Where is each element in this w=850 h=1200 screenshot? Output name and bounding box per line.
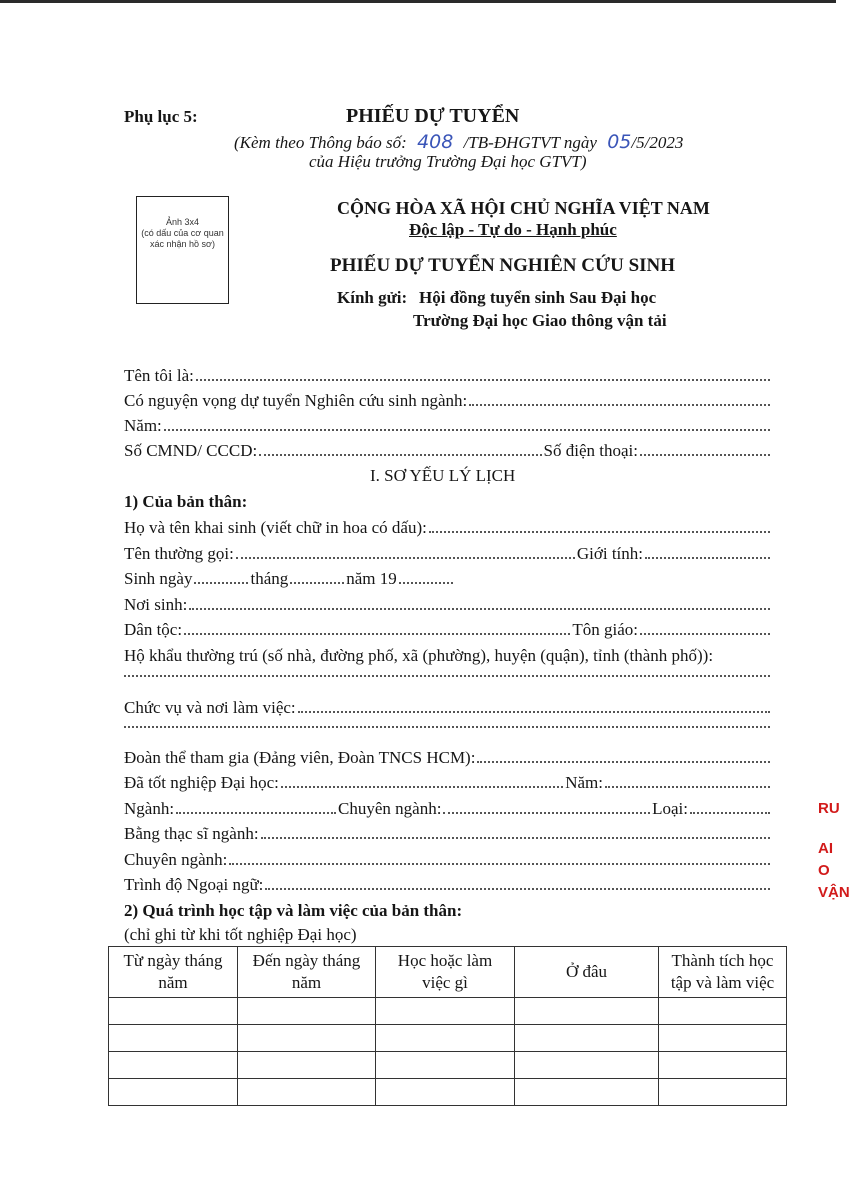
fill-line[interactable] bbox=[640, 628, 770, 635]
history-note: (chỉ ghi từ khi tốt nghiệp Đại học) bbox=[124, 925, 357, 944]
field-masters-label: Bằng thạc sĩ ngành: bbox=[124, 824, 259, 843]
field-birthplace bbox=[124, 593, 772, 617]
table-cell[interactable] bbox=[659, 1025, 787, 1052]
page-title: PHIẾU DỰ TUYỂN bbox=[346, 105, 520, 127]
fill-line[interactable] bbox=[259, 449, 541, 456]
table-row bbox=[109, 1025, 787, 1052]
fill-line[interactable] bbox=[229, 858, 770, 865]
history-table-header bbox=[109, 947, 787, 998]
notice-day-handwritten: 05 bbox=[607, 131, 632, 153]
fill-line[interactable] bbox=[290, 577, 344, 584]
field-birth-name-label: Họ và tên khai sinh (viết chữ in hoa có dấu): bbox=[124, 518, 427, 537]
recipient-line-2: Trường Đại học Giao thông vận tải bbox=[413, 311, 667, 330]
fill-line[interactable] bbox=[184, 628, 570, 635]
photo-note-1: (có dấu của cơ quan bbox=[141, 228, 224, 238]
notice-reference bbox=[234, 131, 683, 153]
field-masters-spec bbox=[124, 848, 772, 872]
stamp-text: RU bbox=[818, 800, 840, 817]
table-cell[interactable] bbox=[238, 1052, 376, 1079]
field-id-label: Số CMND/ CCCD: bbox=[124, 441, 258, 460]
table-cell[interactable] bbox=[109, 1079, 238, 1106]
form-title: PHIẾU DỰ TUYỂN NGHIÊN CỨU SINH bbox=[330, 255, 676, 276]
table-cell[interactable] bbox=[659, 998, 787, 1025]
field-birth-day-label: Sinh ngày bbox=[124, 569, 193, 588]
field-birth-name bbox=[124, 516, 772, 540]
field-position-label: Chức vụ và nơi làm việc: bbox=[124, 698, 296, 717]
table-cell[interactable] bbox=[376, 1025, 515, 1052]
notice-suffix: /5/2023 bbox=[631, 133, 684, 152]
photo-label: Ảnh 3x4 bbox=[165, 217, 200, 227]
field-language-label: Trình độ Ngoại ngữ: bbox=[124, 875, 264, 894]
fill-line[interactable] bbox=[477, 756, 770, 763]
fill-line[interactable] bbox=[196, 374, 770, 381]
field-gender-label: Giới tính: bbox=[576, 544, 643, 563]
section-heading-biography: I. SƠ YẾU LÝ LỊCH bbox=[370, 466, 516, 485]
column-header-line: năm bbox=[291, 973, 322, 992]
table-cell[interactable] bbox=[515, 1052, 659, 1079]
field-residence bbox=[124, 644, 772, 668]
column-header-line: tập và làm việc bbox=[670, 973, 775, 992]
table-row bbox=[109, 1052, 787, 1079]
table-cell[interactable] bbox=[109, 1025, 238, 1052]
fill-line[interactable] bbox=[189, 603, 770, 610]
photo-placeholder bbox=[136, 196, 229, 304]
photo-note-2: xác nhận hồ sơ) bbox=[150, 239, 215, 249]
field-union bbox=[124, 746, 772, 770]
fill-line[interactable] bbox=[605, 781, 770, 788]
fill-line[interactable] bbox=[429, 526, 770, 533]
column-header-activity bbox=[376, 947, 515, 998]
field-residence-continued bbox=[124, 670, 772, 694]
table-cell[interactable] bbox=[515, 1079, 659, 1106]
field-major-label: Ngành: bbox=[124, 799, 175, 818]
table-cell[interactable] bbox=[376, 1079, 515, 1106]
field-masters-spec-label: Chuyên ngành: bbox=[124, 850, 228, 869]
fill-line[interactable] bbox=[443, 807, 650, 814]
fill-line[interactable] bbox=[281, 781, 563, 788]
column-header-line: Học hoặc làm bbox=[397, 951, 493, 970]
table-cell[interactable] bbox=[515, 998, 659, 1025]
field-phone-label: Số điện thoại: bbox=[543, 441, 638, 460]
stamp-text: VẬN bbox=[818, 884, 850, 901]
fill-line[interactable] bbox=[261, 832, 770, 839]
field-birth-month-label: tháng bbox=[250, 569, 289, 588]
fill-line[interactable] bbox=[176, 807, 336, 814]
field-common-name-gender bbox=[124, 542, 772, 566]
fill-line[interactable] bbox=[640, 449, 770, 456]
fill-line[interactable] bbox=[236, 552, 575, 559]
table-cell[interactable] bbox=[659, 1052, 787, 1079]
column-header-to bbox=[238, 947, 376, 998]
stamp-text: AI bbox=[818, 840, 833, 857]
field-year-label: Năm: bbox=[124, 416, 162, 435]
fill-line[interactable] bbox=[645, 552, 770, 559]
table-cell[interactable] bbox=[238, 1079, 376, 1106]
field-name-label: Tên tôi là: bbox=[124, 366, 194, 385]
column-header-achievement bbox=[659, 947, 787, 998]
column-header-line: Đến ngày tháng bbox=[252, 951, 361, 970]
field-name bbox=[124, 364, 772, 388]
field-ethnicity-religion bbox=[124, 618, 772, 642]
recipient-label: Kính gửi: bbox=[337, 288, 408, 307]
field-year bbox=[124, 414, 772, 438]
fill-line[interactable] bbox=[265, 883, 770, 890]
column-header-from bbox=[109, 947, 238, 998]
field-id-phone bbox=[124, 439, 772, 463]
column-header-line: Ở đâu bbox=[565, 962, 608, 981]
field-birthplace-label: Nơi sinh: bbox=[124, 595, 188, 614]
table-cell[interactable] bbox=[238, 998, 376, 1025]
field-birth-year-label: năm 19 bbox=[346, 569, 397, 588]
column-header-line: việc gì bbox=[422, 973, 468, 992]
stamp-text: O bbox=[818, 862, 830, 879]
fill-line[interactable] bbox=[124, 721, 770, 728]
field-position-continued bbox=[124, 721, 772, 745]
notice-number-handwritten: 408 bbox=[417, 131, 454, 153]
column-header-line: năm bbox=[158, 973, 188, 992]
field-common-name-label: Tên thường gọi: bbox=[124, 544, 234, 563]
field-masters bbox=[124, 822, 772, 846]
field-residence-label: Hộ khẩu thường trú (số nhà, đường phố, xã (phường), huyện (quận), tỉnh (thành phố)): bbox=[124, 646, 714, 665]
country-motto: Độc lập - Tự do - Hạnh phúc bbox=[409, 220, 617, 239]
field-specialization-label: Chuyên ngành: bbox=[338, 799, 442, 818]
field-graduated-label: Đã tốt nghiệp Đại học: bbox=[124, 773, 279, 792]
field-graduated bbox=[124, 771, 772, 795]
field-birth-date bbox=[124, 567, 772, 591]
table-row bbox=[109, 1079, 787, 1106]
table-cell[interactable] bbox=[109, 1052, 238, 1079]
fill-line[interactable] bbox=[469, 399, 770, 406]
notice-mid: /TB-ĐHGTVT ngày bbox=[463, 133, 597, 152]
fill-line[interactable] bbox=[298, 706, 770, 713]
field-union-label: Đoàn thể tham gia (Đảng viên, Đoàn TNCS HCM): bbox=[124, 748, 476, 767]
field-desired-major bbox=[124, 389, 772, 413]
field-language bbox=[124, 873, 772, 897]
fill-line[interactable] bbox=[124, 670, 770, 677]
table-cell[interactable] bbox=[659, 1079, 787, 1106]
field-major bbox=[124, 797, 772, 821]
red-stamp-fragment bbox=[808, 800, 848, 940]
section-heading-self: 1) Của bản thân: bbox=[124, 492, 248, 511]
column-header-place bbox=[515, 947, 659, 998]
recipient-line-1: Hội đồng tuyển sinh Sau Đại học bbox=[419, 288, 657, 307]
section-heading-history: 2) Quá trình học tập và làm việc của bản thân: bbox=[124, 901, 463, 920]
fill-line[interactable] bbox=[194, 577, 248, 584]
field-rank-label: Loại: bbox=[652, 799, 688, 818]
appendix-label: Phụ lục 5: bbox=[124, 107, 198, 126]
field-religion-label: Tôn giáo: bbox=[572, 620, 638, 639]
fill-line[interactable] bbox=[164, 424, 770, 431]
table-row bbox=[109, 998, 787, 1025]
fill-line[interactable] bbox=[690, 807, 770, 814]
field-ethnicity-label: Dân tộc: bbox=[124, 620, 183, 639]
notice-issuer: của Hiệu trưởng Trường Đại học GTVT) bbox=[309, 152, 587, 171]
column-header-line: Từ ngày tháng bbox=[123, 951, 223, 970]
scan-top-border bbox=[0, 0, 836, 3]
table-cell[interactable] bbox=[515, 1025, 659, 1052]
field-grad-year-label: Năm: bbox=[565, 773, 603, 792]
field-desired-major-label: Có nguyện vọng dự tuyển Nghiên cứu sinh ngành: bbox=[124, 391, 468, 410]
table-cell[interactable] bbox=[376, 998, 515, 1025]
history-table bbox=[108, 946, 787, 1106]
table-cell[interactable] bbox=[376, 1052, 515, 1079]
table-cell[interactable] bbox=[109, 998, 238, 1025]
fill-line[interactable] bbox=[399, 577, 453, 584]
column-header-line: Thành tích học bbox=[671, 951, 774, 970]
field-position bbox=[124, 696, 772, 720]
table-cell[interactable] bbox=[238, 1025, 376, 1052]
notice-prefix: (Kèm theo Thông báo số: bbox=[234, 133, 407, 152]
country-name: CỘNG HÒA XÃ HỘI CHỦ NGHĨA VIỆT NAM bbox=[337, 198, 710, 218]
